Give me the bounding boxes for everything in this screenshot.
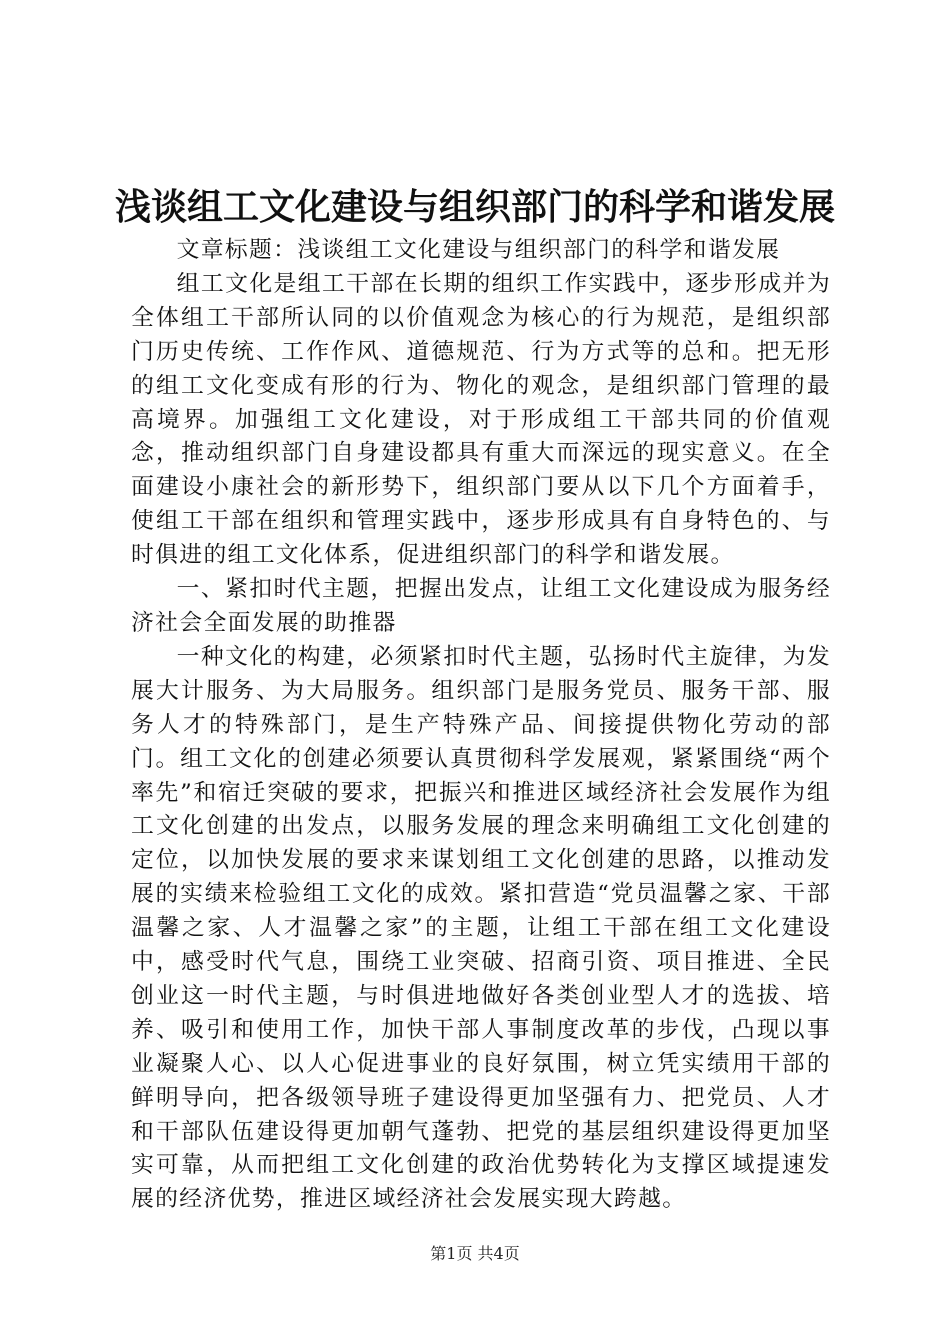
document-body — [131, 234, 831, 1217]
body-paragraph: 一种文化的构建，必须紧扣时代主题，弘扬时代主旋律，为发展大计服务、为大局服务。组织部门是服务党员、服务干部、服务人才的特殊部门，是生产特殊产品、间接提供物化劳动的部门。组工文化的创建必须要认真贯彻科学发展观，紧紧围绕“两个率先”和宿迁突破的要求，把振兴和推进区域经济社会发展作为组工文化创建的出发点，以服务发展的理念来明确组工文化创建的定位，以加快发展的要求来谋划组工文化创建的思路，以推动发展的实绩来检验组工文化的成效。紧扣营造“党员温馨之家、干部温馨之家、人才温馨之家”的主题，让组工干部在组工文化建设中，感受时代气息，围绕工业突破、招商引资、项目推进、全民创业这一时代主题，与时俱进地做好各类创业型人才的选拔、培养、吸引和使用工作，加快干部人事制度改革的步伐，凸现以事业凝聚人心、以人心促进事业的良好氛围，树立凭实绩用干部的鲜明导向，把各级领导班子建设得更加坚强有力、把党员、人才和干部队伍建设得更加朝气蓬勃、把党的基层组织建设得更加坚实可靠，从而把组工文化创建的政治优势转化为支撑区域提速发展的经济优势，推进区域经济社会发展实现大跨越。 — [131, 643, 831, 1213]
article-title-line: 文章标题：浅谈组工文化建设与组织部门的科学和谐发展 — [176, 237, 781, 263]
page-number-footer: 第1页 共4页 — [430, 1244, 520, 1263]
section-heading: 一、紧扣时代主题，把握出发点，让组工文化建设成为服务经济社会全面发展的助推器 — [131, 576, 831, 636]
body-paragraph: 组工文化是组工干部在长期的组织工作实践中，逐步形成并为全体组工干部所认同的以价值观念为核心的行为规范，是组织部门历史传统、工作作风、道德规范、行为方式等的总和。把无形的组工文化变成有形的行为、物化的观念，是组织部门管理的最高境界。加强组工文化建设，对于形成组工干部共同的价值观念，推动组织部门自身建设都具有重大而深远的现实意义。在全面建设小康社会的新形势下，组织部门要从以下几个方面着手，使组工干部在组织和管理实践中，逐步形成具有自身特色的、与时俱进的组工文化体系，促进组织部门的科学和谐发展。 — [131, 270, 831, 569]
page-title: 浅谈组工文化建设与组织部门的科学和谐发展 — [114, 187, 835, 228]
